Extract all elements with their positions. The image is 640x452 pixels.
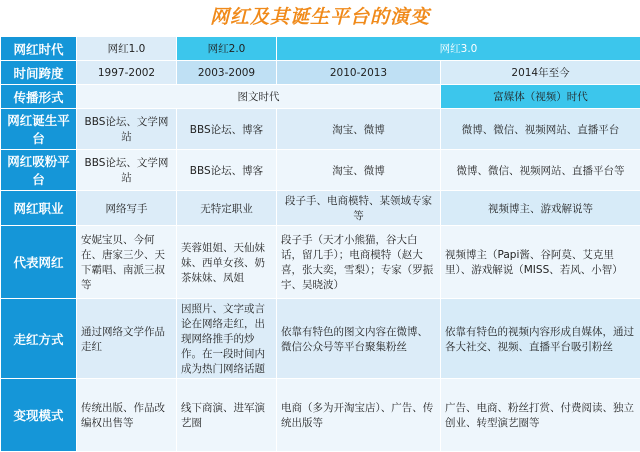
row-era bbox=[1, 37, 640, 61]
row-label-fans: 网红吸粉平台 bbox=[1, 150, 77, 191]
rep-cell-4: 视频博主（Papi酱、谷阿莫、艾克里里）、游戏解说（MISS、若风、小智） bbox=[441, 226, 640, 299]
form-cell-1: 图文时代 bbox=[77, 85, 441, 109]
row-form bbox=[1, 85, 640, 109]
job-cell-2: 无特定职业 bbox=[177, 191, 277, 226]
row-rise bbox=[1, 299, 640, 379]
row-label-rep: 代表网红 bbox=[1, 226, 77, 299]
page-title: 网红及其诞生平台的演变 bbox=[0, 0, 640, 34]
money-cell-2: 线下商演、进军演艺圈 bbox=[177, 379, 277, 452]
job-cell-4: 视频博主、游戏解说等 bbox=[441, 191, 640, 226]
row-fans bbox=[1, 150, 640, 191]
birth-cell-2: BBS论坛、博客 bbox=[177, 109, 277, 150]
span-cell-3: 2010-2013 bbox=[277, 61, 441, 85]
money-cell-4: 广告、电商、粉丝打赏、付费阅读、独立创业、转型演艺圈等 bbox=[441, 379, 640, 452]
row-rep bbox=[1, 226, 640, 299]
form-cell-2: 富媒体（视频）时代 bbox=[441, 85, 640, 109]
birth-cell-3: 淘宝、微博 bbox=[277, 109, 441, 150]
row-birth bbox=[1, 109, 640, 150]
row-label-era: 网红时代 bbox=[1, 37, 77, 61]
job-cell-3: 段子手、电商模特、某领域专家等 bbox=[277, 191, 441, 226]
row-label-form: 传播形式 bbox=[1, 85, 77, 109]
row-label-money: 变现模式 bbox=[1, 379, 77, 452]
birth-cell-4: 微博、微信、视频网站、直播平台 bbox=[441, 109, 640, 150]
money-cell-3: 电商（多为开淘宝店）、广告、传统出版等 bbox=[277, 379, 441, 452]
row-label-rise: 走红方式 bbox=[1, 299, 77, 379]
rise-cell-3: 依靠有特色的图文内容在微博、微信公众号等平台聚集粉丝 bbox=[277, 299, 441, 379]
era-cell-3: 网红3.0 bbox=[277, 37, 640, 61]
fans-cell-1: BBS论坛、文学网站 bbox=[77, 150, 177, 191]
job-cell-1: 网络写手 bbox=[77, 191, 177, 226]
row-label-job: 网红职业 bbox=[1, 191, 77, 226]
span-cell-2: 2003-2009 bbox=[177, 61, 277, 85]
row-span bbox=[1, 61, 640, 85]
row-job bbox=[1, 191, 640, 226]
row-label-span: 时间跨度 bbox=[1, 61, 77, 85]
rise-cell-2: 因照片、文字或言论在网络走红，出现网络推手的炒作。在一段时间内成为热门网络话题 bbox=[177, 299, 277, 379]
fans-cell-4: 微博、微信、视频网站、直播平台等 bbox=[441, 150, 640, 191]
evolution-table bbox=[0, 36, 640, 452]
fans-cell-3: 淘宝、微博 bbox=[277, 150, 441, 191]
row-label-birth: 网红诞生平台 bbox=[1, 109, 77, 150]
rep-cell-2: 芙蓉姐姐、天仙妹妹、西单女孩、奶茶妹妹、凤姐 bbox=[177, 226, 277, 299]
rise-cell-4: 依靠有特色的视频内容形成自媒体，通过各大社交、视频、直播平台吸引粉丝 bbox=[441, 299, 640, 379]
era-cell-2: 网红2.0 bbox=[177, 37, 277, 61]
era-cell-1: 网红1.0 bbox=[77, 37, 177, 61]
money-cell-1: 传统出版、作品改编权出售等 bbox=[77, 379, 177, 452]
span-cell-1: 1997-2002 bbox=[77, 61, 177, 85]
rep-cell-1: 安妮宝贝、今何在、唐家三少、天下霸唱、南派三叔等 bbox=[77, 226, 177, 299]
fans-cell-2: BBS论坛、博客 bbox=[177, 150, 277, 191]
birth-cell-1: BBS论坛、文学网站 bbox=[77, 109, 177, 150]
rep-cell-3: 段子手（天才小熊猫，谷大白话，留几手）；电商模特（赵大喜，张大奕，雪梨）；专家（罗振宇、吴晓波） bbox=[277, 226, 441, 299]
span-cell-4: 2014年至今 bbox=[441, 61, 640, 85]
rise-cell-1: 通过网络文学作品走红 bbox=[77, 299, 177, 379]
